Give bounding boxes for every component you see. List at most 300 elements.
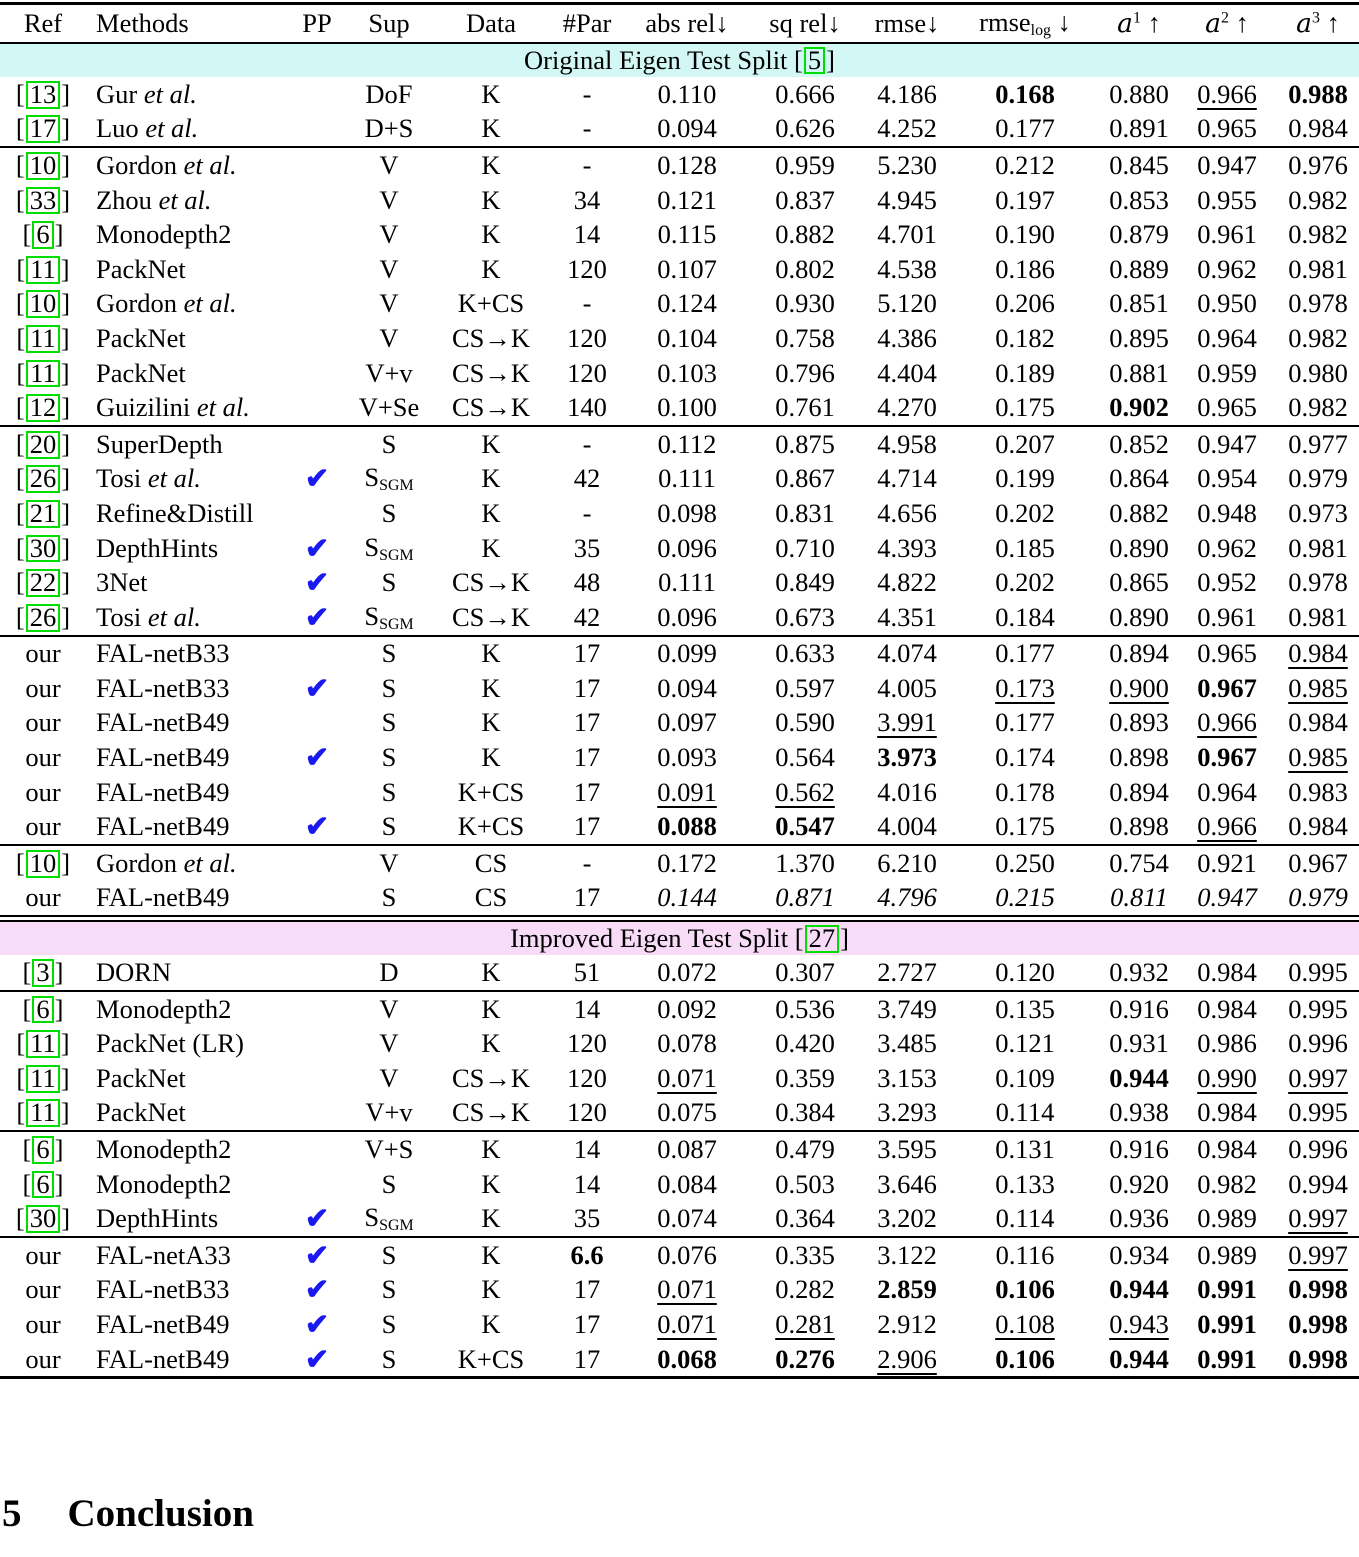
table-row: [0, 637, 1359, 672]
metric-value: 0.931: [1109, 1028, 1169, 1059]
dataset-name: CS→K: [451, 567, 531, 598]
citation-link[interactable]: 11: [26, 1030, 60, 1058]
params-value: -: [582, 497, 592, 528]
method-name: PackNet: [96, 253, 186, 284]
metric-value: 0.947: [1197, 149, 1257, 180]
metric-cell: [1177, 957, 1277, 988]
dataset-name: K: [481, 1274, 501, 1305]
metric-cell: [629, 219, 745, 250]
metric-cell: [1277, 79, 1359, 110]
metric-cell: [629, 848, 745, 879]
citation-link[interactable]: 11: [26, 1065, 60, 1093]
dataset-name: K: [481, 672, 501, 703]
dataset-name: CS→K: [451, 1097, 531, 1128]
metric-cell: [745, 567, 865, 598]
table-row: [0, 183, 1359, 218]
bracket: [: [15, 847, 25, 878]
metric-cell: [745, 882, 865, 913]
supervision-cell: [341, 462, 437, 495]
citation-link[interactable]: 6: [32, 1136, 53, 1164]
supervision-type: S: [381, 638, 397, 669]
citation-link[interactable]: 21: [26, 500, 61, 528]
check-icon: ✔: [304, 742, 330, 775]
metric-cell: [949, 463, 1101, 494]
citation-link[interactable]: 11: [26, 256, 60, 284]
supervision-type: S: [381, 567, 397, 598]
citation-link[interactable]: 13: [26, 81, 61, 109]
table-row: [0, 1132, 1359, 1167]
dataset-name: K: [481, 113, 501, 144]
metric-value: 4.656: [877, 497, 937, 528]
bracket: ]: [61, 428, 71, 459]
metric-value: 0.973: [1288, 497, 1348, 528]
params-cell: [545, 288, 629, 319]
bracket: ]: [54, 219, 64, 250]
ref-cell: [0, 358, 86, 389]
metric-cell: [1101, 219, 1177, 250]
bracket: [: [15, 113, 25, 144]
citation-link[interactable]: 20: [26, 431, 61, 459]
metric-cell: [745, 498, 865, 529]
dataset-cell: [437, 392, 545, 423]
metric-value: 0.932: [1109, 957, 1169, 988]
metric-cell: [1277, 994, 1359, 1025]
metric-cell: [1277, 498, 1359, 529]
metric-cell: [629, 742, 745, 773]
dataset-cell: [437, 429, 545, 460]
method-name-suffix: et al.: [145, 113, 199, 144]
pp-cell: [293, 531, 341, 566]
metric-cell: [865, 150, 949, 181]
dataset-name: K: [481, 1168, 501, 1199]
metric-value: 0.967: [1288, 847, 1348, 878]
params-value: 14: [573, 993, 601, 1024]
citation-link[interactable]: 10: [26, 290, 61, 318]
metric-value: 0.881: [1109, 357, 1169, 388]
metric-cell: [1101, 463, 1177, 494]
citation-link[interactable]: 3: [32, 959, 53, 987]
metric-cell: [1101, 254, 1177, 285]
column-label: a: [1296, 8, 1312, 39]
params-cell: [545, 498, 629, 529]
metric-cell: [949, 323, 1101, 354]
supervision-cell: [341, 1097, 437, 1128]
table-row: [0, 881, 1359, 916]
pp-cell: [293, 740, 341, 775]
bracket: ]: [61, 113, 71, 144]
citation-link[interactable]: 6: [32, 1171, 53, 1199]
bracket: ]: [61, 532, 71, 563]
metric-cell: [1277, 429, 1359, 460]
method-name: FAL-netB49: [96, 1343, 230, 1374]
metric-cell: [1277, 1097, 1359, 1128]
metric-value: 0.964: [1197, 776, 1257, 807]
params-cell: [545, 1309, 629, 1340]
citation-link[interactable]: 27: [805, 925, 840, 953]
metric-cell: [745, 219, 865, 250]
metric-cell: [1177, 994, 1277, 1025]
metric-value: 0.944: [1109, 1343, 1169, 1374]
metric-cell: [865, 323, 949, 354]
metric-cell: [629, 1344, 745, 1375]
metric-value: 0.900: [1109, 672, 1169, 703]
metric-value: 0.920: [1109, 1168, 1169, 1199]
metric-cell: [745, 673, 865, 704]
supervision-cell: [341, 811, 437, 842]
supervision-type: V+Se: [358, 392, 420, 423]
dataset-name: K: [481, 1239, 501, 1270]
method-name-suffix: et al.: [147, 601, 201, 632]
metric-cell: [1177, 463, 1277, 494]
metric-value: 0.384: [775, 1097, 835, 1128]
metric-cell: [865, 1274, 949, 1305]
supervision-cell: [341, 994, 437, 1025]
metric-cell: [629, 994, 745, 1025]
metric-value: 0.536: [775, 993, 835, 1024]
metric-value: 0.978: [1288, 567, 1348, 598]
supervision-cell: [341, 392, 437, 423]
metric-value: 0.096: [657, 601, 717, 632]
dataset-name: K: [481, 1308, 501, 1339]
supervision-type: V: [379, 322, 399, 353]
metric-cell: [1177, 429, 1277, 460]
metric-cell: [1101, 882, 1177, 913]
params-cell: [545, 567, 629, 598]
dataset-cell: [437, 79, 545, 110]
ref-label: our: [25, 1239, 61, 1270]
metric-value: 0.802: [775, 253, 835, 284]
citation-link[interactable]: 22: [26, 569, 61, 597]
citation-link[interactable]: 6: [32, 996, 53, 1024]
method-cell: [86, 392, 293, 423]
table-row: [0, 112, 1359, 147]
metric-value: 0.110: [657, 78, 717, 109]
dataset-cell: [437, 1344, 545, 1375]
check-icon: ✔: [304, 1203, 330, 1236]
ref-cell: [0, 1063, 86, 1094]
metric-cell: [745, 1097, 865, 1128]
metric-value: 4.822: [877, 567, 937, 598]
dataset-cell: [437, 1097, 545, 1128]
params-value: -: [582, 78, 592, 109]
table-row: [0, 809, 1359, 844]
dataset-name: K: [481, 497, 501, 528]
params-value: 140: [567, 392, 607, 423]
method-name-suffix: et al.: [143, 78, 197, 109]
metric-value: 0.998: [1288, 1274, 1348, 1305]
metric-value: 0.984: [1197, 1097, 1257, 1128]
metric-cell: [1277, 638, 1359, 669]
supervision-type: S: [364, 600, 380, 631]
metric-cell: [629, 185, 745, 216]
metric-value: 0.947: [1197, 428, 1257, 459]
method-name: Gordon: [96, 149, 177, 180]
metric-value: 2.906: [877, 1343, 937, 1374]
citation-link[interactable]: 6: [32, 221, 53, 249]
metric-value: 0.177: [995, 707, 1055, 738]
bracket: ]: [61, 1203, 71, 1234]
bracket: [: [15, 392, 25, 423]
metric-cell: [1277, 1169, 1359, 1200]
metric-value: 0.981: [1288, 601, 1348, 632]
method-cell: [86, 498, 293, 529]
supervision-type: S: [381, 497, 397, 528]
column-label: sq rel: [769, 8, 828, 38]
column-label: Sup: [368, 8, 410, 38]
metric-value: 0.178: [995, 776, 1055, 807]
metric-value: 0.976: [1288, 149, 1348, 180]
ref-cell: [0, 777, 86, 808]
metric-value: 0.103: [657, 357, 717, 388]
supervision-type: S: [364, 1202, 380, 1233]
dataset-name: K: [481, 1203, 501, 1234]
section-title: Original Eigen Test Split: [524, 45, 788, 75]
metric-value: 0.996: [1288, 1134, 1348, 1165]
metric-cell: [949, 1134, 1101, 1165]
check-icon: ✔: [304, 811, 330, 844]
metric-value: 0.845: [1109, 149, 1169, 180]
metric-value: 3.153: [877, 1062, 937, 1093]
metric-cell: [629, 392, 745, 423]
table-row: [0, 77, 1359, 112]
dataset-cell: [437, 1274, 545, 1305]
metric-cell: [865, 994, 949, 1025]
metric-value: 0.075: [657, 1097, 717, 1128]
metric-cell: [745, 254, 865, 285]
metric-value: 0.948: [1197, 497, 1257, 528]
metric-cell: [1101, 777, 1177, 808]
citation-link[interactable]: 11: [26, 360, 60, 388]
metric-cell: [949, 1274, 1101, 1305]
metric-value: 0.978: [1288, 288, 1348, 319]
metric-value: 0.916: [1109, 1134, 1169, 1165]
params-cell: [545, 113, 629, 144]
metric-value: 0.184: [995, 601, 1055, 632]
ref-cell: [0, 1274, 86, 1305]
metric-cell: [865, 498, 949, 529]
params-value: 17: [573, 811, 601, 842]
metric-cell: [865, 638, 949, 669]
metric-cell: [949, 1169, 1101, 1200]
params-value: -: [582, 428, 592, 459]
metric-cell: [1177, 79, 1277, 110]
metric-cell: [865, 1169, 949, 1200]
metric-cell: [949, 358, 1101, 389]
table-row: [0, 1096, 1359, 1131]
params-cell: [545, 429, 629, 460]
citation-link[interactable]: 11: [26, 1099, 60, 1127]
metric-value: 0.891: [1109, 113, 1169, 144]
metric-value: 0.890: [1109, 601, 1169, 632]
params-cell: [545, 1203, 629, 1234]
column-label: PP: [302, 8, 332, 38]
ref-label: our: [25, 811, 61, 842]
params-value: 17: [573, 742, 601, 773]
metric-value: 0.174: [995, 742, 1055, 773]
table-row: [0, 1201, 1359, 1236]
table-row: [0, 496, 1359, 531]
method-name: Monodepth2: [96, 219, 232, 250]
metric-cell: [865, 79, 949, 110]
metric-value: 0.207: [995, 428, 1055, 459]
supervision-cell: [341, 1274, 437, 1305]
metric-cell: [1277, 848, 1359, 879]
method-name: Guizilini: [96, 392, 191, 423]
metric-cell: [745, 533, 865, 564]
citation-link[interactable]: 11: [26, 325, 60, 353]
supervision-cell: [341, 707, 437, 738]
supervision-type: V: [379, 1062, 399, 1093]
citation-link[interactable]: 26: [26, 465, 61, 493]
metric-cell: [865, 742, 949, 773]
column-superscript: 2: [1220, 9, 1229, 27]
metric-cell: [1101, 150, 1177, 181]
metric-cell: [629, 1309, 745, 1340]
bracket: [: [15, 567, 25, 598]
table-row: [0, 600, 1359, 635]
metric-value: 0.853: [1109, 184, 1169, 215]
bracket: [: [16, 322, 26, 353]
metric-value: 0.991: [1197, 1343, 1257, 1374]
metric-value: 3.595: [877, 1134, 937, 1165]
metric-value: 0.982: [1288, 392, 1348, 423]
supervision-type: V: [379, 1028, 399, 1059]
metric-value: 0.106: [995, 1343, 1055, 1374]
citation-link[interactable]: 12: [26, 394, 61, 422]
metric-value: 0.182: [995, 322, 1055, 353]
dataset-cell: [437, 1063, 545, 1094]
metric-cell: [1277, 392, 1359, 423]
ref-cell: [0, 219, 86, 250]
params-value: 6.6: [570, 1239, 604, 1270]
dataset-name: K: [481, 1134, 501, 1165]
supervision-type: V: [379, 847, 399, 878]
supervision-cell: [341, 1240, 437, 1271]
citation-link[interactable]: 33: [26, 187, 61, 215]
metric-value: 0.202: [995, 567, 1055, 598]
metric-value: 2.912: [877, 1308, 937, 1339]
supervision-type: S: [381, 1343, 397, 1374]
metric-value: 0.994: [1288, 1168, 1348, 1199]
ref-cell: [0, 707, 86, 738]
metric-value: 4.714: [877, 463, 937, 494]
metric-cell: [949, 150, 1101, 181]
ref-cell: [0, 463, 86, 494]
metric-value: 0.938: [1109, 1097, 1169, 1128]
metric-cell: [1101, 994, 1177, 1025]
metric-value: 0.276: [775, 1343, 835, 1374]
metric-value: 0.626: [775, 113, 835, 144]
metric-value: 0.984: [1288, 707, 1348, 738]
metric-cell: [1101, 673, 1177, 704]
table-row: [0, 955, 1359, 990]
citation-link[interactable]: 30: [26, 535, 61, 563]
bracket: ]: [61, 463, 71, 494]
method-cell: [86, 707, 293, 738]
metric-cell: [949, 254, 1101, 285]
params-value: 120: [567, 322, 607, 353]
metric-cell: [745, 463, 865, 494]
results-table: [0, 2, 1359, 1379]
metric-cell: [1101, 533, 1177, 564]
params-cell: [545, 1097, 629, 1128]
params-value: 14: [573, 219, 601, 250]
metric-cell: [1277, 1309, 1359, 1340]
dataset-name: K+CS: [457, 776, 525, 807]
ref-cell: [0, 254, 86, 285]
citation-link[interactable]: 10: [26, 850, 61, 878]
metric-cell: [1177, 1169, 1277, 1200]
metric-cell: [629, 1063, 745, 1094]
params-cell: [545, 707, 629, 738]
supervision-cell: [341, 358, 437, 389]
metric-value: 0.864: [1109, 463, 1169, 494]
metric-value: 0.071: [657, 1274, 717, 1305]
bracket: [: [15, 288, 25, 319]
bracket: ]: [60, 1062, 70, 1093]
metric-cell: [745, 1274, 865, 1305]
sort-direction-arrow: ↓: [1050, 7, 1071, 38]
bracket: ]: [61, 497, 71, 528]
citation-link[interactable]: 26: [26, 604, 61, 632]
metric-value: 0.074: [657, 1203, 717, 1234]
metric-value: 0.966: [1197, 811, 1257, 842]
metric-cell: [949, 1309, 1101, 1340]
metric-cell: [1177, 1097, 1277, 1128]
check-icon: ✔: [304, 463, 330, 496]
citation-link[interactable]: 5: [804, 47, 825, 75]
citation-link[interactable]: 17: [26, 115, 61, 143]
metric-cell: [1277, 150, 1359, 181]
metric-cell: [865, 1063, 949, 1094]
method-name-suffix: et al.: [158, 184, 212, 215]
ref-cell: [0, 1344, 86, 1375]
metric-cell: [865, 957, 949, 988]
metric-cell: [1101, 323, 1177, 354]
params-cell: [545, 673, 629, 704]
metric-value: 0.175: [995, 392, 1055, 423]
metric-cell: [949, 185, 1101, 216]
metric-value: 0.071: [657, 1062, 717, 1093]
citation-link[interactable]: 10: [26, 152, 61, 180]
metric-cell: [1277, 113, 1359, 144]
metric-cell: [1277, 533, 1359, 564]
metric-value: 0.250: [995, 847, 1055, 878]
metric-value: 0.503: [775, 1168, 835, 1199]
metric-cell: [1177, 358, 1277, 389]
params-cell: [545, 185, 629, 216]
metric-value: 0.995: [1288, 1097, 1348, 1128]
metric-cell: [949, 994, 1101, 1025]
metric-value: 0.984: [1288, 811, 1348, 842]
dataset-cell: [437, 742, 545, 773]
supervision-type: D: [379, 957, 399, 988]
metric-value: 0.124: [657, 288, 717, 319]
citation-link[interactable]: 30: [26, 1205, 61, 1233]
metric-cell: [1101, 79, 1177, 110]
metric-value: 0.997: [1288, 1062, 1348, 1093]
dataset-cell: [437, 848, 545, 879]
metric-cell: [949, 707, 1101, 738]
column-header: [1177, 8, 1277, 39]
column-header: [86, 8, 293, 39]
dataset-name: K: [481, 532, 501, 563]
metric-cell: [629, 638, 745, 669]
section-header: [0, 922, 1359, 955]
bracket: [: [16, 1062, 26, 1093]
metric-value: 0.879: [1109, 219, 1169, 250]
check-icon: ✔: [304, 672, 330, 705]
